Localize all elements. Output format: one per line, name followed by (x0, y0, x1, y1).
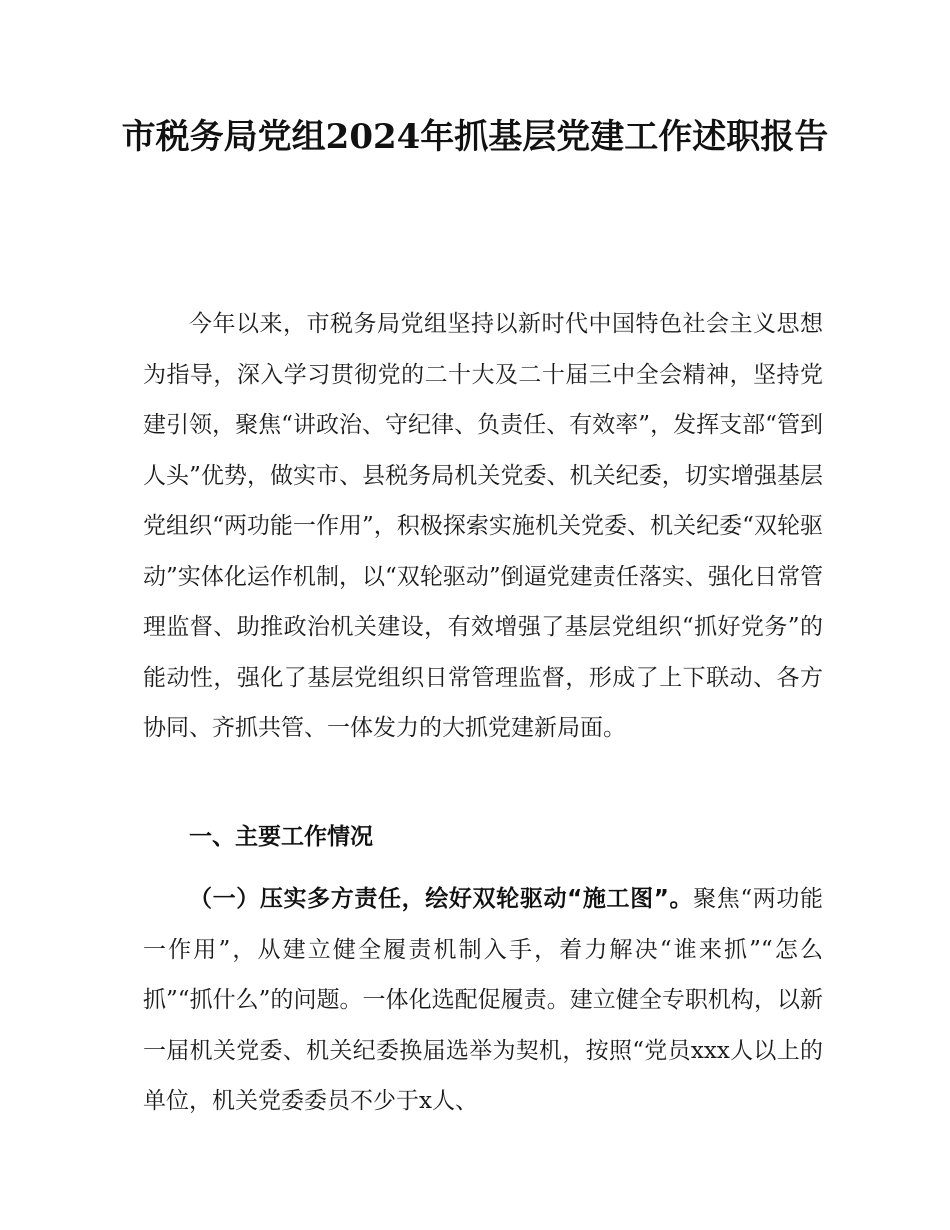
section-heading-main-work: 一、主要工作情况 (189, 824, 373, 850)
section-1-body: 聚焦“两功能一作用”，从建立健全履责机制入手，着力解决“谁来抓”“怎么抓”“抓什么”的问题。一体化选配促履责。建立健全专职机构，以新一届机关党委、机关纪委换届选举为契机，按照“党员xxx人以上的单位，机关党委委员不少于x人、 (143, 886, 824, 1114)
intro-paragraph: 今年以来，市税务局党组坚持以新时代中国特色社会主义思想为指导，深入学习贯彻党的二十大及二十届三中全会精神，坚持党建引领，聚焦“讲政治、守纪律、负责任、有效率”，发挥支部“管到人头”优势，做实市、县税务局机关党委、机关纪委，切实增强基层党组织“两功能一作用”，积极探索实施机关党委、机关纪委“双轮驱动”实体化运作机制，以“双轮驱动”倒逼党建责任落实、强化日常管理监督、助推政治机关建设，有效增强了基层党组织“抓好党务”的能动性，强化了基层党组织日常管理监督，形成了上下联动、各方协同、齐抓共管、一体发力的大抓党建新局面。 (143, 311, 823, 741)
section-1-lead: （一）压实多方责任，绘好双轮驱动“施工图”。 (189, 886, 694, 912)
document-title: 市税务局党组2024年抓基层党建工作述职报告 (121, 117, 829, 157)
section-1-paragraph (143, 874, 823, 1127)
